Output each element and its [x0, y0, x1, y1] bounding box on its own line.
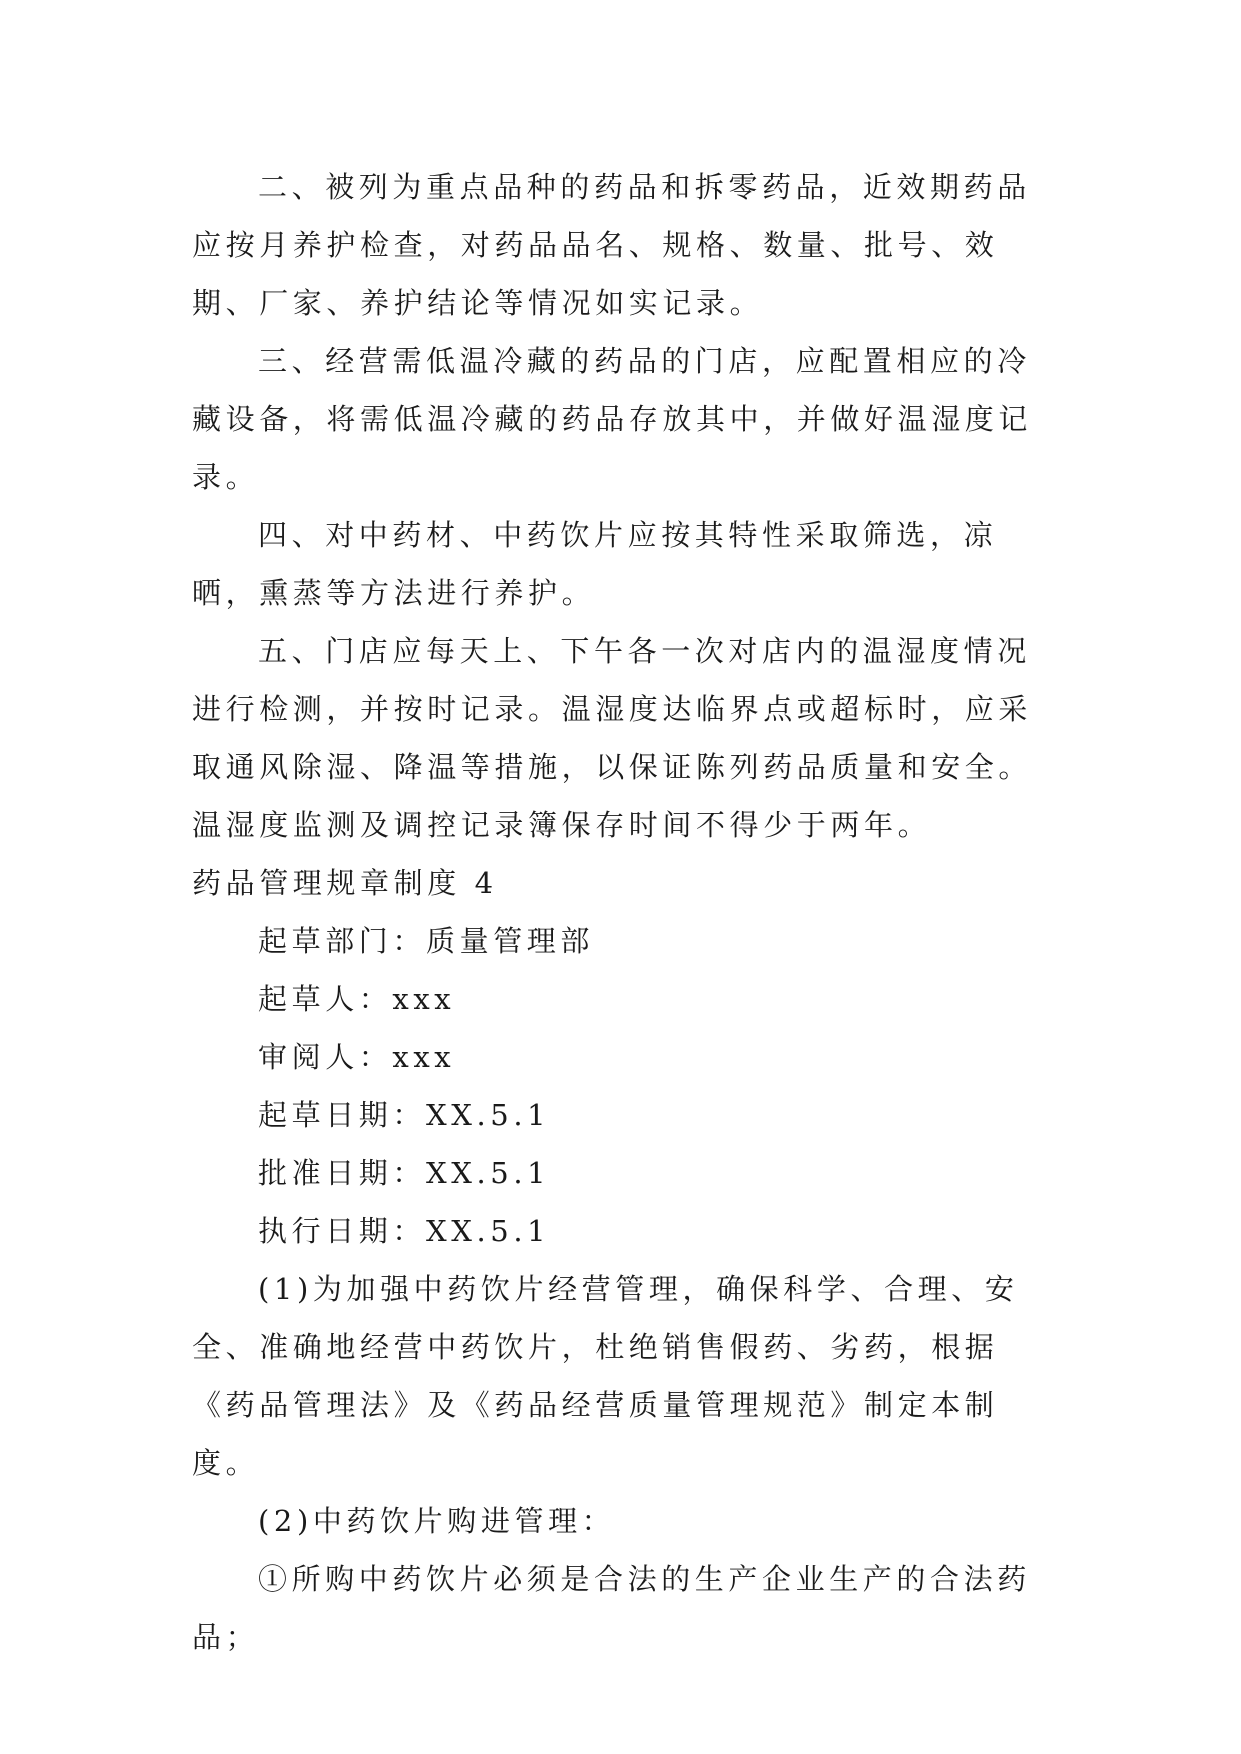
section-title: 药品管理规章制度 4 [192, 866, 498, 900]
paragraph-item-5: 五、门店应每天上、下午各一次对店内的温湿度情况进行检测，并按时记录。温湿度达临界点或超标时，应采取通风除湿、降温等措施，以保证陈列药品质量和安全。温湿度监测及调控记录簿保存时间不得少于两年。 [192, 634, 1033, 842]
paragraph-item-2: 二、被列为重点品种的药品和拆零药品，近效期药品应按月养护检查，对药品品名、规格、数量、批号、效期、厂家、养护结论等情况如实记录。 [192, 170, 1031, 320]
clause-2-item-1: ①所购中药饮片必须是合法的生产企业生产的合法药品； [192, 1562, 1031, 1654]
drafter: 起草人：xxx [258, 982, 456, 1016]
drafting-department: 起草部门：质量管理部 [258, 924, 595, 958]
clause-1: (1)为加强中药饮片经营管理，确保科学、合理、安全、准确地经营中药饮片，杜绝销售假药、劣药，根据《药品管理法》及《药品经营质量管理规范》制定本制度。 [192, 1272, 1019, 1480]
paragraph-item-4: 四、对中药材、中药饮片应按其特性采取筛选，凉晒，熏蒸等方法进行养护。 [192, 518, 998, 610]
clause-2: (2)中药饮片购进管理： [258, 1504, 616, 1538]
paragraph-item-3: 三、经营需低温冷藏的药品的门店，应配置相应的冷藏设备，将需低温冷藏的药品存放其中，并做好温湿度记录。 [192, 344, 1033, 494]
reviewer: 审阅人：xxx [258, 1040, 456, 1074]
effective-date: 执行日期：XX.5.1 [258, 1214, 551, 1248]
draft-date: 起草日期：XX.5.1 [258, 1098, 551, 1132]
document-body [192, 158, 1062, 1666]
approval-date: 批准日期：XX.5.1 [258, 1156, 551, 1190]
